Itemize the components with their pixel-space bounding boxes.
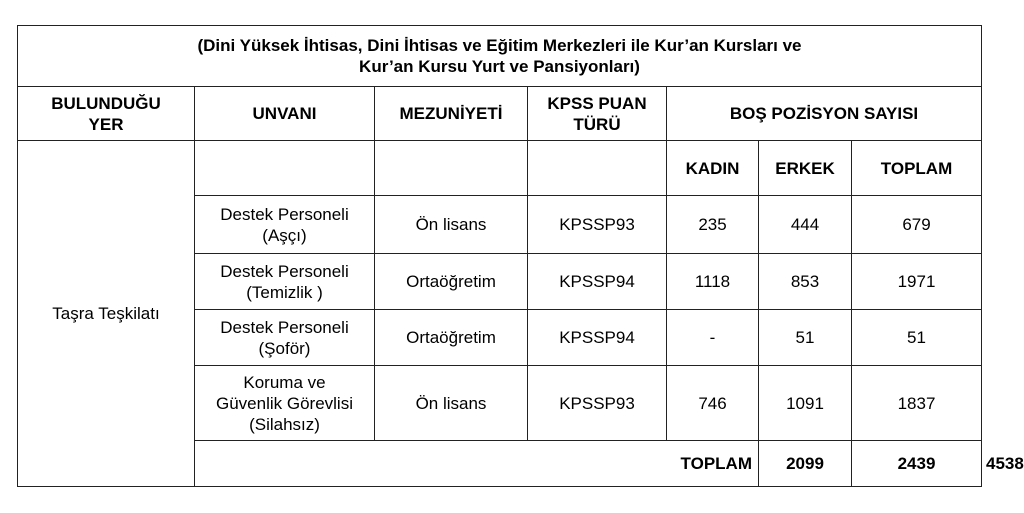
female-cell: - — [667, 310, 759, 366]
position-cell: Destek Personeli (Temizlik ) — [195, 254, 375, 310]
header-total: TOPLAM — [852, 141, 982, 196]
header-vacancies: BOŞ POZİSYON SAYISI — [667, 87, 982, 141]
header-male: ERKEK — [759, 141, 852, 196]
male-cell: 51 — [759, 310, 852, 366]
kpss-cell: KPSSP93 — [528, 366, 667, 441]
totals-male: 2439 — [852, 441, 982, 487]
header-education: MEZUNİYETİ — [375, 87, 528, 141]
kpss-cell: KPSSP93 — [528, 196, 667, 254]
education-cell: Ortaöğretim — [375, 310, 528, 366]
position-cell: Koruma ve Güvenlik Görevlisi (Silahsız) — [195, 366, 375, 441]
kpss-cell: KPSSP94 — [528, 254, 667, 310]
totals-row: TOPLAM 2099 2439 4538 — [18, 441, 982, 487]
location-cell: Taşra Teşkilatı — [18, 141, 195, 487]
header-position: UNVANI — [195, 87, 375, 141]
male-cell: 853 — [759, 254, 852, 310]
position-cell: Destek Personeli (Aşçı) — [195, 196, 375, 254]
header-kpss: KPSS PUAN TÜRÜ — [528, 87, 667, 141]
education-cell: Ön lisans — [375, 366, 528, 441]
totals-label: TOPLAM — [195, 441, 759, 487]
table-title: (Dini Yüksek İhtisas, Dini İhtisas ve Eğitim Merkezleri ile Kur’an Kursları ve Kur’an Kursu Yurt ve Pansiyonları) — [18, 26, 982, 87]
empty-cell — [375, 141, 528, 196]
male-cell: 444 — [759, 196, 852, 254]
education-cell: Ön lisans — [375, 196, 528, 254]
female-cell: 746 — [667, 366, 759, 441]
education-cell: Ortaöğretim — [375, 254, 528, 310]
female-cell: 1118 — [667, 254, 759, 310]
total-cell: 51 — [852, 310, 982, 366]
header-female: KADIN — [667, 141, 759, 196]
female-cell: 235 — [667, 196, 759, 254]
male-cell: 1091 — [759, 366, 852, 441]
empty-cell — [528, 141, 667, 196]
empty-cell — [195, 141, 375, 196]
total-cell: 679 — [852, 196, 982, 254]
total-cell: 1837 — [852, 366, 982, 441]
totals-female: 2099 — [759, 441, 852, 487]
position-cell: Destek Personeli (Şoför) — [195, 310, 375, 366]
total-cell: 1971 — [852, 254, 982, 310]
kpss-cell: KPSSP94 — [528, 310, 667, 366]
vacancy-table — [17, 25, 1024, 487]
header-location: BULUNDUĞU YER — [18, 87, 195, 141]
